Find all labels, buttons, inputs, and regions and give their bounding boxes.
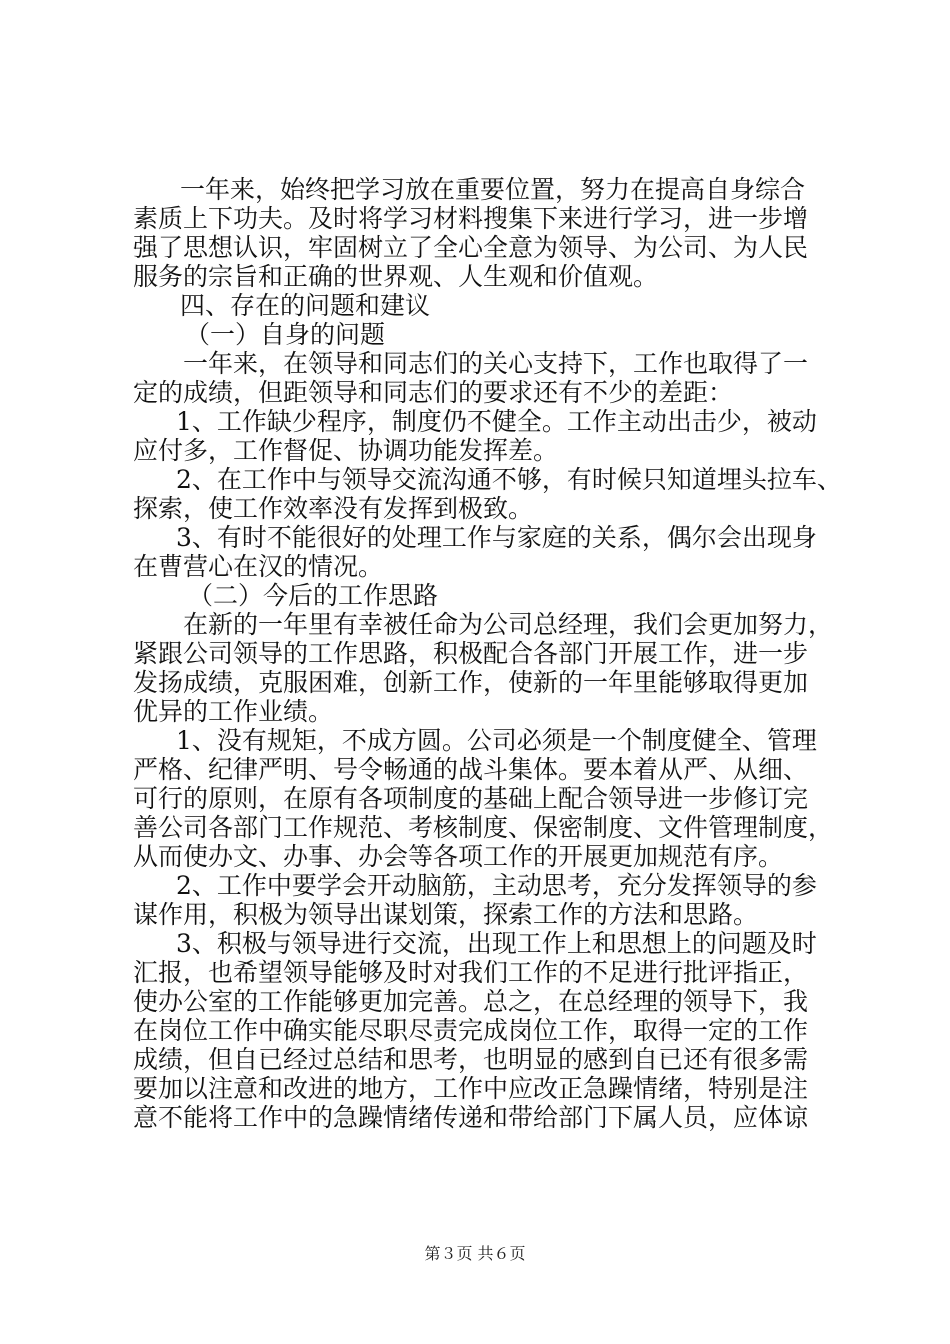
text-line: （二）今后的工作思路 bbox=[188, 581, 439, 610]
text-line: 2、在工作中与领导交流沟通不够，有时候只知道埋头拉车、 bbox=[176, 465, 842, 494]
text-line: 从而使办文、办事、办会等各项工作的开展更加规范有序。 bbox=[133, 842, 784, 871]
text-line: 使办公室的工作能够更加完善。总之，在总经理的领导下，我 bbox=[133, 987, 809, 1016]
page-footer: 第３页 共６页 bbox=[424, 1244, 526, 1263]
text-line: 一年来，始终把学习放在重要位置，努力在提高自身综合 bbox=[180, 175, 806, 204]
text-line: 3、积极与领导进行交流，出现工作上和思想上的问题及时 bbox=[176, 929, 817, 958]
text-line: 定的成绩，但距领导和同志们的要求还有不少的差距： bbox=[133, 378, 734, 407]
text-line: 应付多，工作督促、协调功能发挥差。 bbox=[133, 436, 559, 465]
text-line: 1、工作缺少程序，制度仍不健全。工作主动出击少，被动 bbox=[176, 407, 817, 436]
text-line: 成绩，但自已经过总结和思考，也明显的感到自已还有很多需 bbox=[133, 1045, 809, 1074]
text-line: 3、有时不能很好的处理工作与家庭的关系，偶尔会出现身 bbox=[176, 523, 817, 552]
text-line: 要加以注意和改进的地方，工作中应改正急躁情绪，特别是注 bbox=[133, 1074, 809, 1103]
text-line: 紧跟公司领导的工作思路，积极配合各部门开展工作，进一步 bbox=[133, 639, 809, 668]
text-line: （一）自身的问题 bbox=[185, 320, 386, 349]
text-line: 一年来，在领导和同志们的关心支持下，工作也取得了一 bbox=[183, 349, 809, 378]
text-line: 2、工作中要学会开动脑筋，主动思考，充分发挥领导的参 bbox=[176, 871, 817, 900]
text-line: 汇报，也希望领导能够及时对我们工作的不足进行批评指正， bbox=[133, 958, 809, 987]
text-line: 意不能将工作中的急躁情绪传递和带给部门下属人员，应体谅 bbox=[133, 1103, 809, 1132]
text-line: 善公司各部门工作规范、考核制度、保密制度、文件管理制度， bbox=[133, 813, 834, 842]
text-line: 素质上下功夫。及时将学习材料搜集下来进行学习，进一步增 bbox=[133, 204, 809, 233]
text-line: 探索，使工作效率没有发挥到极致。 bbox=[133, 494, 534, 523]
text-line: 严格、纪律严明、号令畅通的战斗集体。要本着从严、从细、 bbox=[133, 755, 809, 784]
text-line: 在曹营心在汉的情况。 bbox=[133, 552, 384, 581]
text-line: 在岗位工作中确实能尽职尽责完成岗位工作，取得一定的工作 bbox=[133, 1016, 809, 1045]
text-line: 服务的宗旨和正确的世界观、人生观和价值观。 bbox=[133, 262, 659, 291]
text-line: 四、存在的问题和建议 bbox=[180, 291, 431, 320]
text-line: 强了思想认识，牢固树立了全心全意为领导、为公司、为人民 bbox=[133, 233, 809, 262]
text-line: 1、没有规矩，不成方圆。公司必须是一个制度健全、管理 bbox=[176, 726, 817, 755]
text-line: 发扬成绩，克服困难，创新工作，使新的一年里能够取得更加 bbox=[133, 668, 809, 697]
text-line: 在新的一年里有幸被任命为公司总经理，我们会更加努力， bbox=[183, 610, 834, 639]
text-line: 可行的原则，在原有各项制度的基础上配合领导进一步修订完 bbox=[133, 784, 809, 813]
text-line: 谋作用，积极为领导出谋划策，探索工作的方法和思路。 bbox=[133, 900, 759, 929]
text-line: 优异的工作业绩。 bbox=[133, 697, 334, 726]
